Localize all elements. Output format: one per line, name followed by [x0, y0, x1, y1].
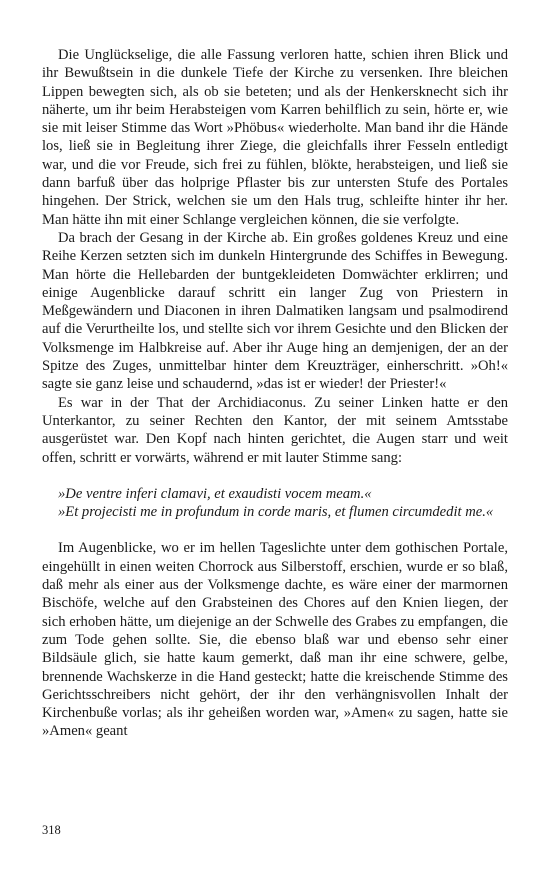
verse-line-2: »Et projecisti me in profundum in corde maris, et flumen circumdedit me.«: [58, 504, 494, 521]
latin-verse-block: [42, 485, 508, 522]
book-page-body: [42, 46, 508, 741]
paragraph-2: Da brach der Gesang in der Kirche ab. Ein großes goldenes Kreuz und eine Reihe Kerzen setzten sich im dunkeln Hintergrunde des Schiffes in Bewegung. Man hörte die Hellebarden der buntgekleideten Domwächter erklirren; und einige Augenblicke darauf schritt ein langer Zug von Priestern in Meßgewändern und Diaconen in ihren Dalmatiken langsam und psalmodirend auf die Verurtheilte los, und stellte sich vor ihrem Gesichte und den Blicken der Volksmenge im Halbkreise auf. Aber ihr Auge hing an demjenigen, der an der Spitze des Zuges, unmittelbar hinter dem Kreuzträger, einherschritt. »Oh!« sagte sie ganz leise und schaudernd, »das ist er wieder! der Priester!«: [42, 229, 508, 393]
verse-line-1: »De ventre inferi clamavi, et exaudisti vocem meam.«: [58, 485, 372, 502]
paragraph-1: Die Unglückselige, die alle Fassung verloren hatte, schien ihren Blick und ihr Bewußtsein in die dunkele Tiefe der Kirche zu versenken. Ihre bleichen Lippen bewegten sich, als ob sie beteten; und als der Henkersknecht sich ihr näherte, um ihr beim Herabsteigen vom Karren behilflich zu sein, hörte er, wie sie mit leiser Stimme das Wort »Phöbus« wiederholte. Man band ihr die Hände los, ließ sie in Begleitung ihrer Ziege, die gleichfalls ihrer Fesseln entledigt war, und die vor Freude, sich frei zu fühlen, blökte, herabsteigen, und ließ sie dann barfuß über das holprige Pflaster bis zur untersten Stufe des Portales hingehen. Der Strick, welchen sie um den Hals trug, schleifte hinter ihr her. Man hätte ihn mit einer Schlange vergleichen können, die sie verfolgte.: [42, 47, 508, 228]
page-number: 318: [42, 823, 61, 837]
paragraph-4: Im Augenblicke, wo er im hellen Tageslichte unter dem gothischen Portale, eingehüllt in einen weiten Chorrock aus Silberstoff, erschien, wurde er so blaß, daß mehr als einer aus der Volksmenge dachte, es wäre einer der marmornen Bischöfe, welche auf den Grabsteinen des Chores auf den Knien liegen, der sich erhoben hätte, um diejenige an der Schwelle des Grabes zu empfangen, die zum Tode gehen sollte. Sie, die ebenso blaß war und ebenso sehr einer Bildsäule glich, sie hatte kaum gemerkt, daß man ihr eine schwere, gelbe, brennende Wachskerze in die Hand gesteckt; hatte die kreischende Stimme des Gerichtsschreibers nicht gehört, der ihr den verhängnisvollen Inhalt der Kirchenbuße vorlas; als ihr geheißen worden war, »Amen« zu sagen, hatte sie »Amen« geant: [42, 540, 508, 740]
paragraph-3: Es war in der That der Archidiaconus. Zu seiner Linken hatte er den Unterkantor, zu seiner Rechten den Kantor, der mit seinem Amtsstabe ausgerüstet war. Den Kopf nach hinten gerichtet, die Augen starr und weit offen, schritt er vorwärts, während er mit lauter Stimme sang:: [42, 394, 508, 466]
